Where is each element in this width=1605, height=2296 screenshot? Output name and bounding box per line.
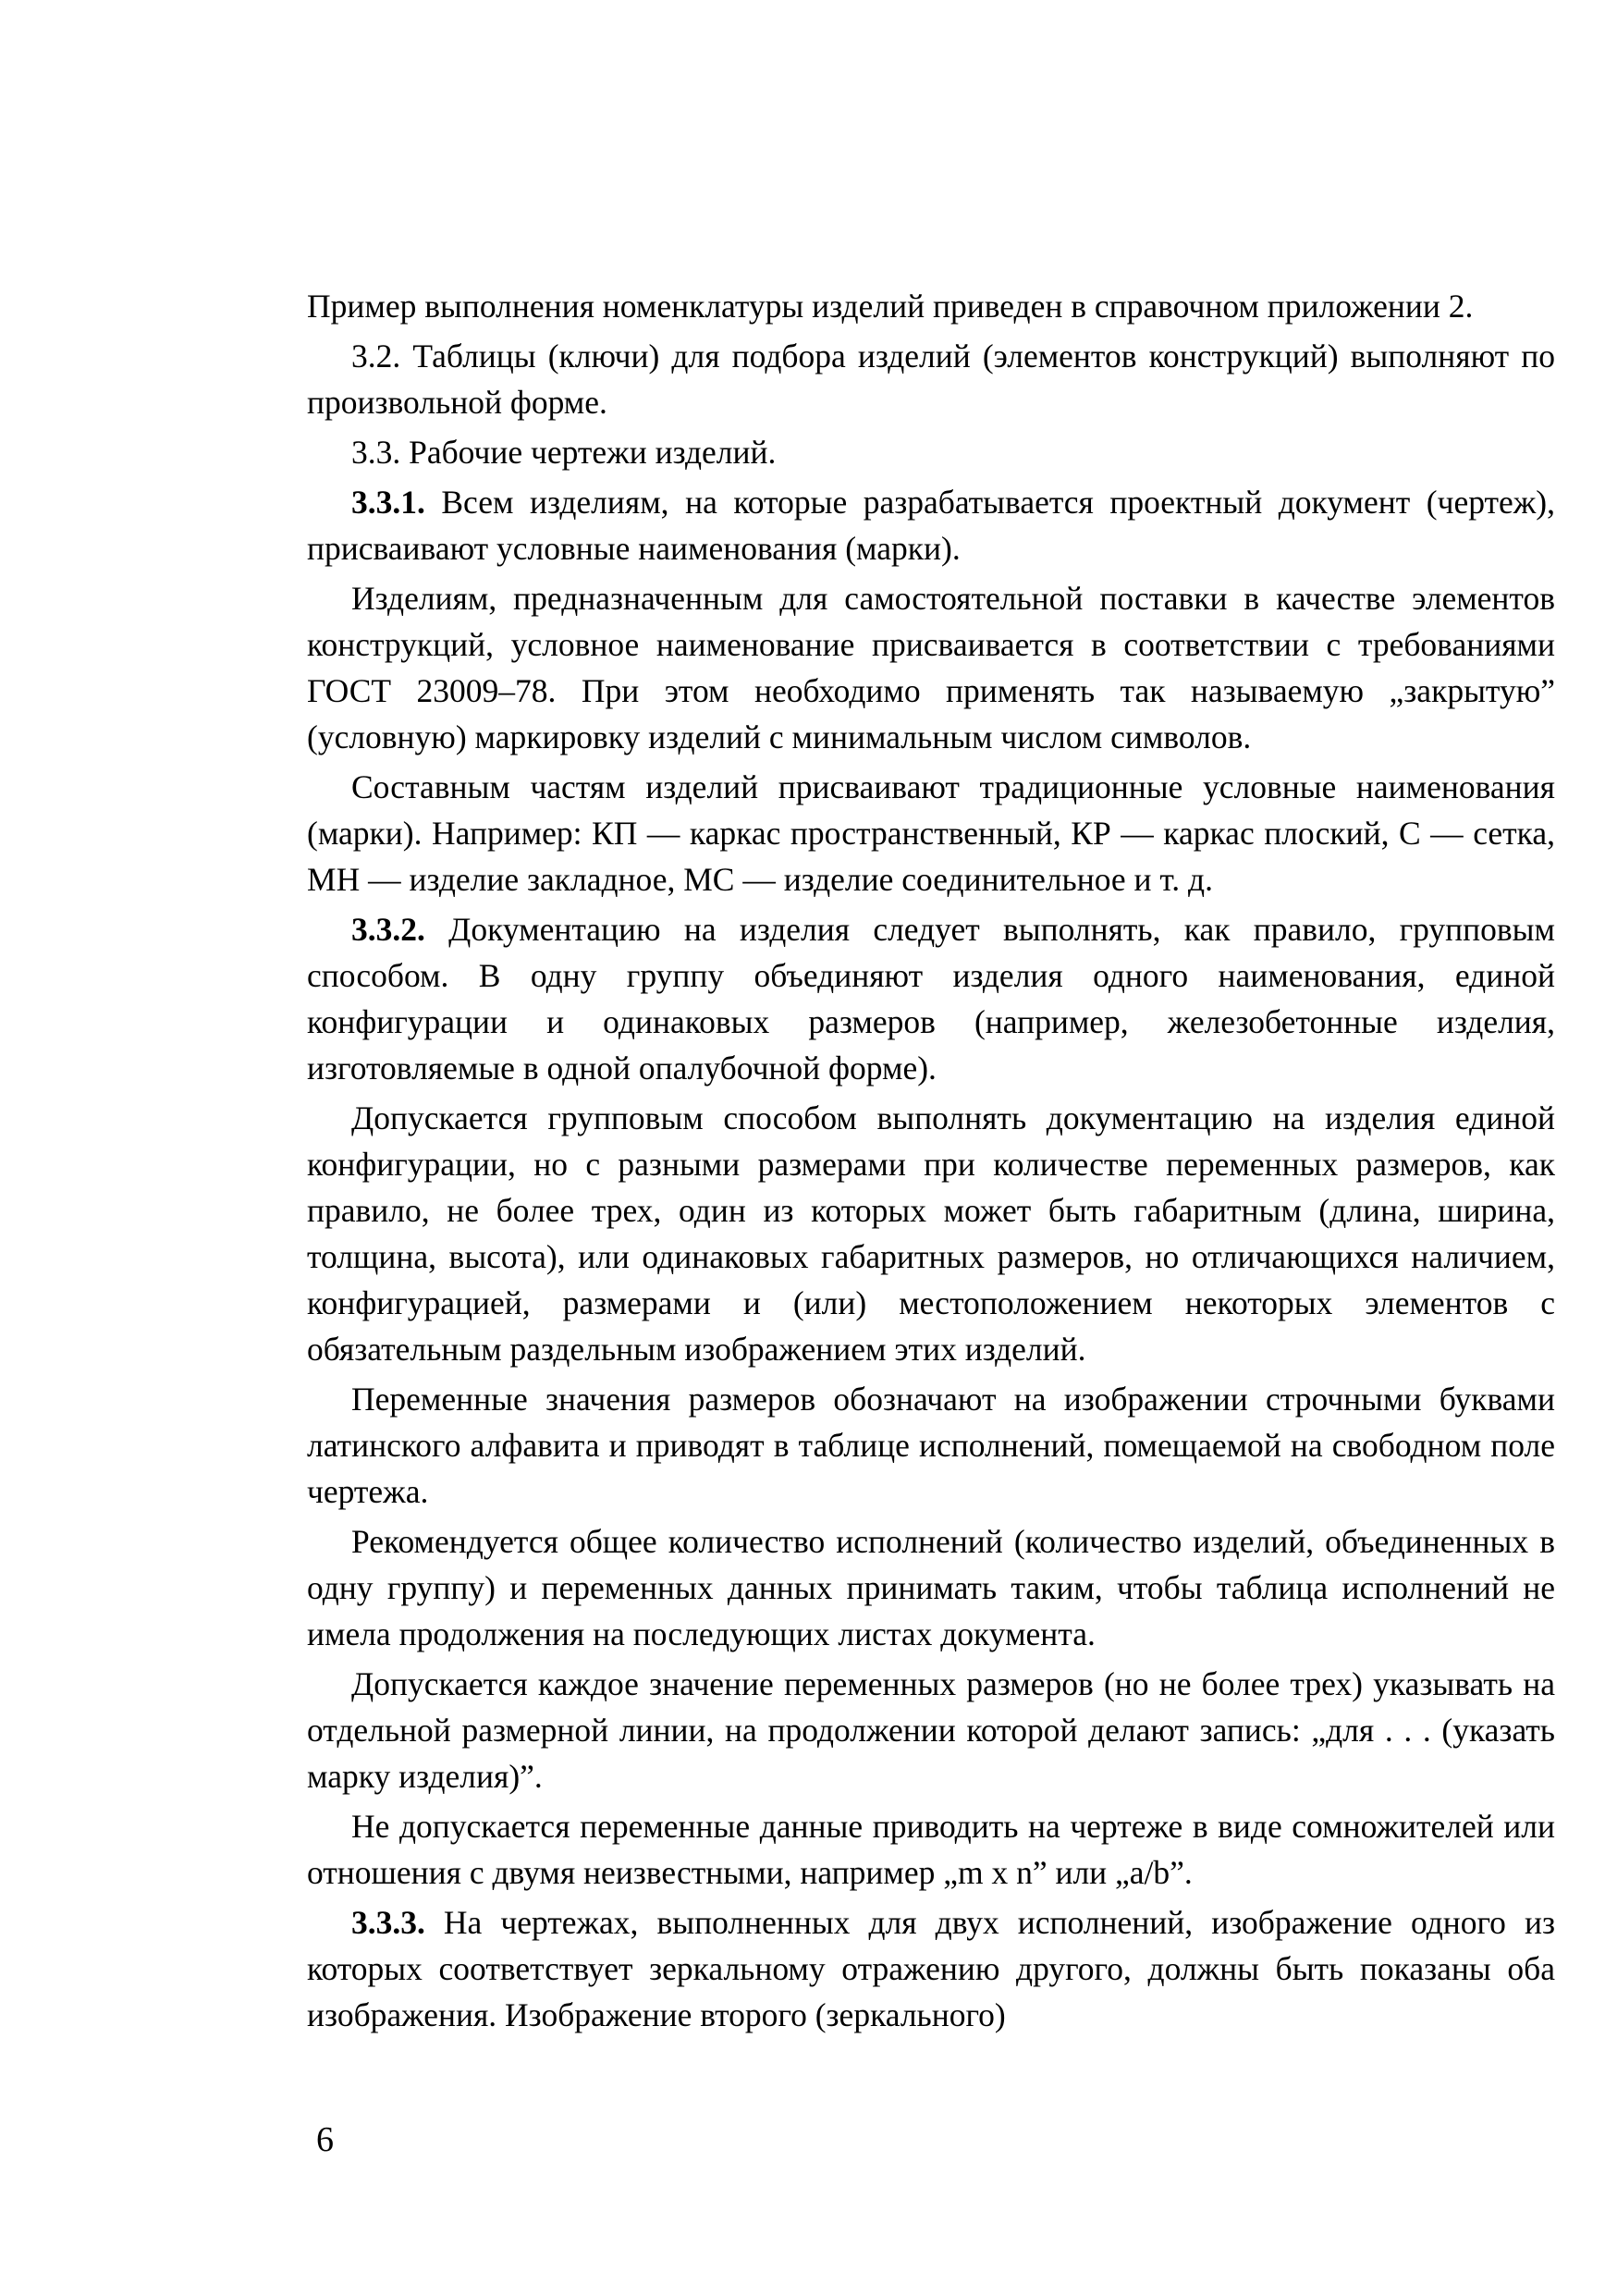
paragraph-8: Допускается групповым способом выполнять документацию на изделия единой конфигурации, но с разными размерами при количестве переменных размеров, как правило, не более трех, один из которых может быть габаритным (длина, ширина, толщина, высота), или одинаковых габаритных размеров, но отличающихся наличием, конфигурацией, размерами и (или) местоположением некоторых элементов с обязательным раздельным изображением этих изделий.: [307, 1099, 1555, 1368]
body-text: [307, 283, 1555, 2042]
paragraph-5: Изделиям, предназначенным для самостоятельной поставки в качестве элементов конструкций, условное наименование присваивается в соответствии с требованиями ГОСТ 23009–78. При этом необходимо применять так называемую „закрытую” (условную) маркировку изделий с минимальным числом символов.: [307, 580, 1555, 755]
paragraph-6: Составным частям изделий присваивают традиционные условные наименования (марки). Например: КП — каркас пространственный, КР — каркас плоский, С — сетка, МН — изделие закладное, МС — изделие соединительное и т. д.: [307, 768, 1555, 898]
paragraph-12: Не допускается переменные данные приводить на чертеже в виде сомножителей или отношения с двумя неизвестными, например „m x n” или „a/b”.: [307, 1808, 1555, 1891]
paragraph-4: 3.3.1. Всем изделиям, на которые разрабатывается проектный документ (чертеж), присваивают условные наименования (марки).: [307, 484, 1555, 567]
paragraph-10: Рекомендуется общее количество исполнений (количество изделий, объединенных в одну группу) и переменных данных принимать таким, чтобы таблица исполнений не имела продолжения на последующих листах документа.: [307, 1523, 1555, 1652]
paragraph-2: 3.2. Таблицы (ключи) для подбора изделий (элементов конструкций) выполняют по произвольной форме.: [307, 338, 1555, 421]
page-number: 6: [316, 2120, 334, 2159]
paragraph-9: Переменные значения размеров обозначают на изображении строчными буквами латинского алфавита и приводят в таблице исполнений, помещаемой на свободном поле чертежа.: [307, 1381, 1555, 1510]
paragraph-11: Допускается каждое значение переменных размеров (но не более трех) указывать на отдельной размерной линии, на продолжении которой делают запись: „для . . . (указать марку изделия)”.: [307, 1665, 1555, 1795]
paragraph-7: 3.3.2. Документацию на изделия следует выполнять, как правило, групповым способом. В одну группу объединяют изделия одного наименования, единой конфигурации и одинаковых размеров (например, железобетонные изделия, изготовляемые в одной опалубочной форме).: [307, 911, 1555, 1087]
paragraph-3: 3.3. Рабочие чертежи изделий.: [351, 434, 777, 471]
paragraph-13: 3.3.3. На чертежах, выполненных для двух исполнений, изображение одного из которых соответствует зеркальному отражению другого, должны быть показаны оба изображения. Изображение второго (зеркального): [307, 1904, 1555, 2033]
paragraph-1: Пример выполнения номенклатуры изделий приведен в справочном приложении 2.: [307, 288, 1474, 325]
